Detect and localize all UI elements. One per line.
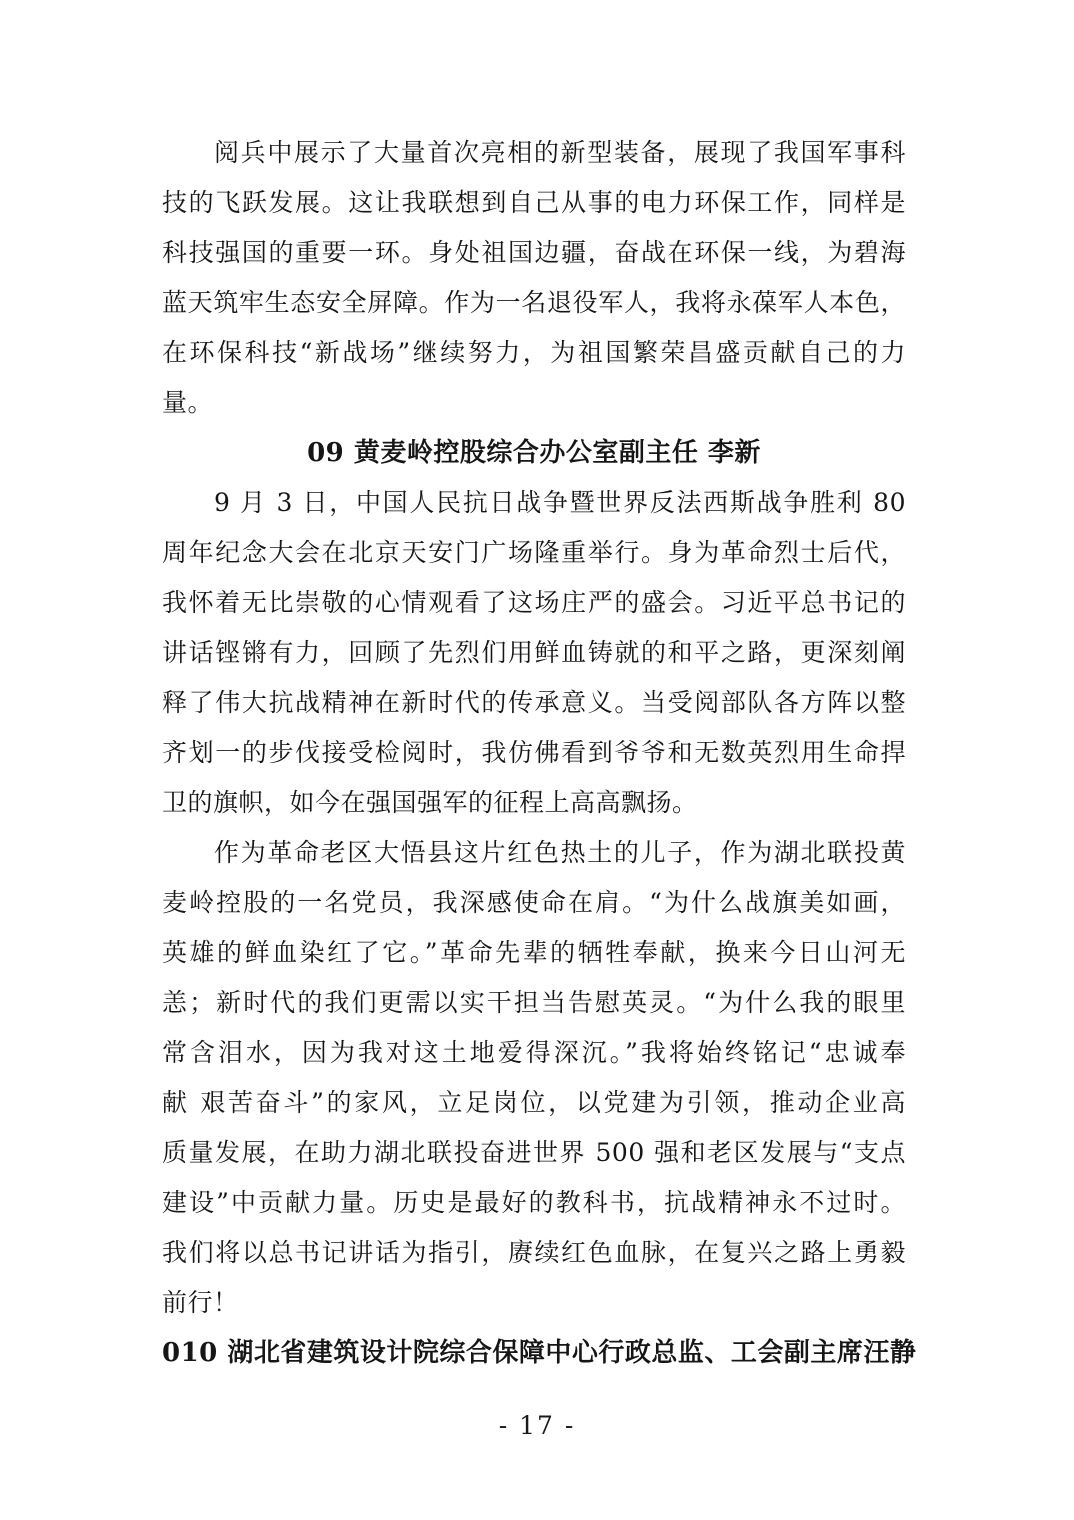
text-line: 建设”中贡献力量。历史是最好的教科书，抗战精神永不过时。 bbox=[162, 1188, 906, 1217]
text-line: 科技强国的重要一环。身处祖国边疆，奋战在环保一线，为碧海 bbox=[162, 238, 906, 267]
text-line: 麦岭控股的一名党员，我深感使命在肩。“为什么战旗美如画， bbox=[162, 888, 906, 917]
section-heading-010: 010 湖北省建筑设计院综合保障中心行政总监、工会副主席汪静 bbox=[162, 1338, 917, 1368]
text-line: 前行！ bbox=[162, 1288, 239, 1317]
paragraph-3 bbox=[162, 828, 906, 1328]
text-line: 卫的旗帜，如今在强国强军的征程上高高飘扬。 bbox=[162, 788, 698, 817]
text-line: 9 月 3 日，中国人民抗日战争暨世界反法西斯战争胜利 80 bbox=[214, 488, 906, 517]
text-line: 在环保科技“新战场”继续努力，为祖国繁荣昌盛贡献自己的力 bbox=[162, 338, 906, 367]
section-heading-09: 09 黄麦岭控股综合办公室副主任 李新 bbox=[307, 438, 761, 468]
text-line: 释了伟大抗战精神在新时代的传承意义。当受阅部队各方阵以整 bbox=[162, 688, 906, 717]
text-line: 献 艰苦奋斗”的家风，立足岗位，以党建为引领，推动企业高 bbox=[162, 1088, 906, 1117]
text-line: 技的飞跃发展。这让我联想到自己从事的电力环保工作，同样是 bbox=[162, 188, 906, 217]
text-line: 我怀着无比崇敬的心情观看了这场庄严的盛会。习近平总书记的 bbox=[162, 588, 906, 617]
document-body bbox=[162, 128, 917, 1378]
text-line: 蓝天筑牢生态安全屏障。作为一名退役军人，我将永葆军人本色， bbox=[162, 288, 906, 317]
text-line: 阅兵中展示了大量首次亮相的新型装备，展现了我国军事科 bbox=[214, 138, 906, 167]
page-number: - 17 - bbox=[498, 1411, 576, 1440]
paragraph-1 bbox=[162, 128, 906, 428]
text-line: 齐划一的步伐接受检阅时，我仿佛看到爷爷和无数英烈用生命捍 bbox=[162, 738, 906, 767]
text-line: 英雄的鲜血染红了它。”革命先辈的牺牲奉献，换来今日山河无 bbox=[162, 938, 906, 967]
paragraph-2 bbox=[162, 478, 906, 828]
text-line: 我们将以总书记讲话为指引，赓续红色血脉，在复兴之路上勇毅 bbox=[162, 1238, 906, 1267]
text-line: 周年纪念大会在北京天安门广场隆重举行。身为革命烈士后代， bbox=[162, 538, 906, 567]
text-line: 常含泪水，因为我对这土地爱得深沉。”我将始终铭记“忠诚奉 bbox=[162, 1038, 906, 1067]
text-line: 质量发展，在助力湖北联投奋进世界 500 强和老区发展与“支点 bbox=[162, 1138, 906, 1167]
text-line: 恙；新时代的我们更需以实干担当告慰英灵。“为什么我的眼里 bbox=[162, 988, 906, 1017]
text-line: 讲话铿锵有力，回顾了先烈们用鲜血铸就的和平之路，更深刻阐 bbox=[162, 638, 906, 667]
text-line: 量。 bbox=[162, 388, 214, 417]
text-line: 作为革命老区大悟县这片红色热土的儿子，作为湖北联投黄 bbox=[214, 838, 906, 867]
